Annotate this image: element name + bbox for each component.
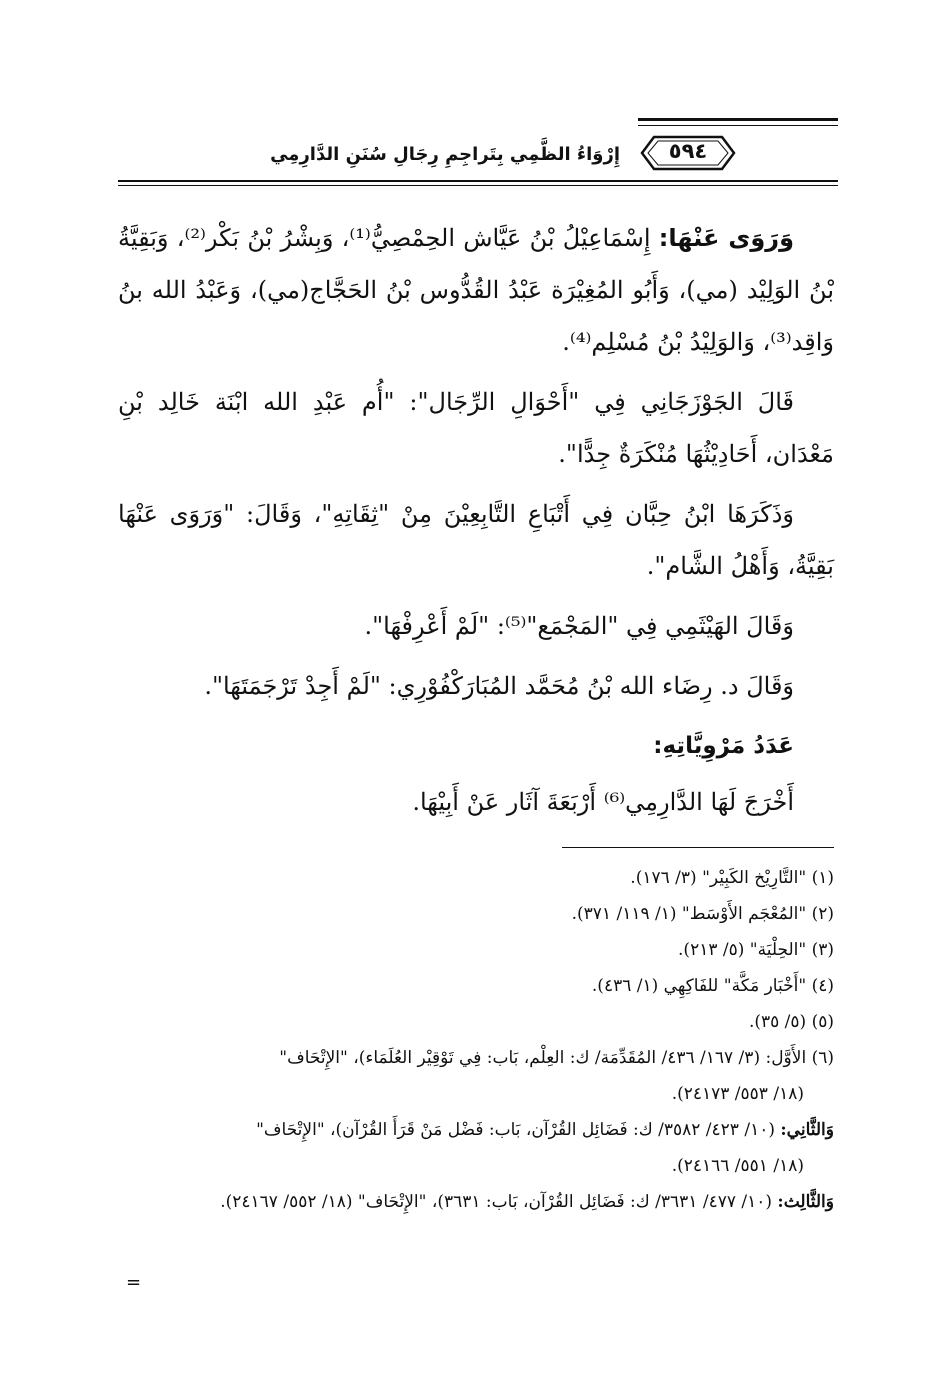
paragraph-mubarakfuri: وَقَالَ د. رِضَاء الله بْنُ مُحَمَّد المُبَارَكْفُوْرِي: "لَمْ أَجِدْ تَرْجَمَتَهَا". xyxy=(204,672,794,700)
header-rule-bottom-thin xyxy=(118,185,838,186)
footnotes xyxy=(118,860,834,1220)
footnote-6-third xyxy=(118,1184,834,1220)
paragraph-haythami: وَقَالَ الهَيْثَمِي فِي "المَجْمَع"⁽⁵⁾: "لَمْ أَعْرِفْهَا". xyxy=(364,612,794,640)
footnote-6-second-label: وَالثَّانِي: xyxy=(780,1120,834,1140)
header-rule-thin xyxy=(638,125,838,126)
footnote-separator xyxy=(562,847,834,848)
paragraph-ibn-hibban: وَذَكَرَهَا ابْنُ حِبَّان فِي أَتْبَاعِ التَّابِعِيْنَ مِنْ "ثِقَاتِهِ"، وَقَالَ: "وَرَوَى عَنْهَا بَقِيَّةُ، وَأَهْلُ الشَّام". xyxy=(118,500,834,580)
footnote-6: (٦) الأَوَّل: (٣/ ١٦٧/ ٤٣٦/ المُقَدِّمَة/ ك: العِلْم، بَاب: فِي تَوْقِيْر العُلَمَاء)، "الإِتْحَاف" xyxy=(279,1048,834,1068)
running-title: إِرْوَاءُ الظَّمِي بِتَراجِمِ رِجَالِ سُنَنِ الدَّارِمِي xyxy=(270,144,620,165)
section-heading: عَدَدُ مَرْوِيَّاتِهِ: xyxy=(653,733,794,759)
footnote-3: (٣) "الحِلْيَة" (٥/ ٢١٣). xyxy=(678,940,834,960)
main-text xyxy=(118,212,834,836)
footnote-2: (٢) "المُعْجَم الأَوْسَط" (١/ ١١٩/ ٣٧١). xyxy=(571,904,834,924)
paragraph-text: إِسْمَاعِيْلُ بْنُ عَيَّاش الحِمْصِيُّ⁽¹⁾، وَبِشْرُ بْنُ بَكْر⁽²⁾، وَبَقِيَّةُ بْنُ الوَلِيْد (مي)، وَأَبُو المُغِيْرَة عَبْدُ القُدُّوس بْنُ الحَجَّاج(مي)، وَعَبْدُ الله بنُ وَاقِد⁽³⁾، وَالوَلِيْدُ بْنُ مُسْلِم⁽⁴⁾. xyxy=(118,224,834,356)
footnote-5: (٥) (٥/ ٣٥). xyxy=(748,1012,834,1032)
paragraph-narrators xyxy=(118,212,834,368)
continuation-mark: = xyxy=(126,1272,142,1293)
footnote-6-second-continued: (١٨/ ٥٥١/ ٢٤١٦٦). xyxy=(671,1156,804,1176)
paragraph-jawzajani: قَالَ الجَوْزَجَانِي فِي "أَحْوَالِ الرِّجَال": "أُم عَبْدِ الله ابْنَة خَالِد بْنِ مَعْدَان، أَحَادِيْثُهَا مُنْكَرَةٌ جِدًّا". xyxy=(118,388,834,468)
footnote-1: (١) "التَّارِيْخ الكَبِيْر" (٣/ ١٧٦). xyxy=(630,868,834,888)
paragraph-lead: وَرَوَى عَنْهَا: xyxy=(658,224,794,252)
page-header xyxy=(118,118,838,190)
page-number: ٥٩٤ xyxy=(668,139,708,163)
footnote-6-second-text: (١٠/ ٤٢٣/ ٣٥٨٢/ ك: فَضَائِل القُرْآن، بَاب: فَضْل مَنْ قَرَأَ القُرْآن)، "الإِتْحَاف" xyxy=(256,1120,775,1140)
header-rule-thick xyxy=(638,118,838,121)
footnote-6-third-label: وَالثَّالِث: xyxy=(777,1192,834,1212)
header-rule-bottom-thick xyxy=(118,180,838,182)
footnote-4: (٤) "أَخْبَار مَكَّة" للفَاكِهِي (١/ ٤٣٦). xyxy=(591,976,834,996)
page-number-badge xyxy=(640,133,736,173)
footnote-6-continued: (١٨/ ٥٥٣/ ٢٤١٧٣). xyxy=(671,1084,804,1104)
footnote-6-third-text: (١٠/ ٤٧٧/ ٣٦٣١/ ك: فَضَائِل القُرْآن، بَاب: ٣٦٣١)، "الإِتْحَاف" (١٨/ ٥٥٢/ ٢٤١٦٧). xyxy=(220,1192,773,1212)
paragraph-narrations-count: أَخْرَجَ لَهَا الدَّارِمِي⁽⁶⁾ أَرْبَعَةَ آثَار عَنْ أَبِيْهَا. xyxy=(412,788,794,816)
footnote-6-second xyxy=(118,1112,834,1148)
